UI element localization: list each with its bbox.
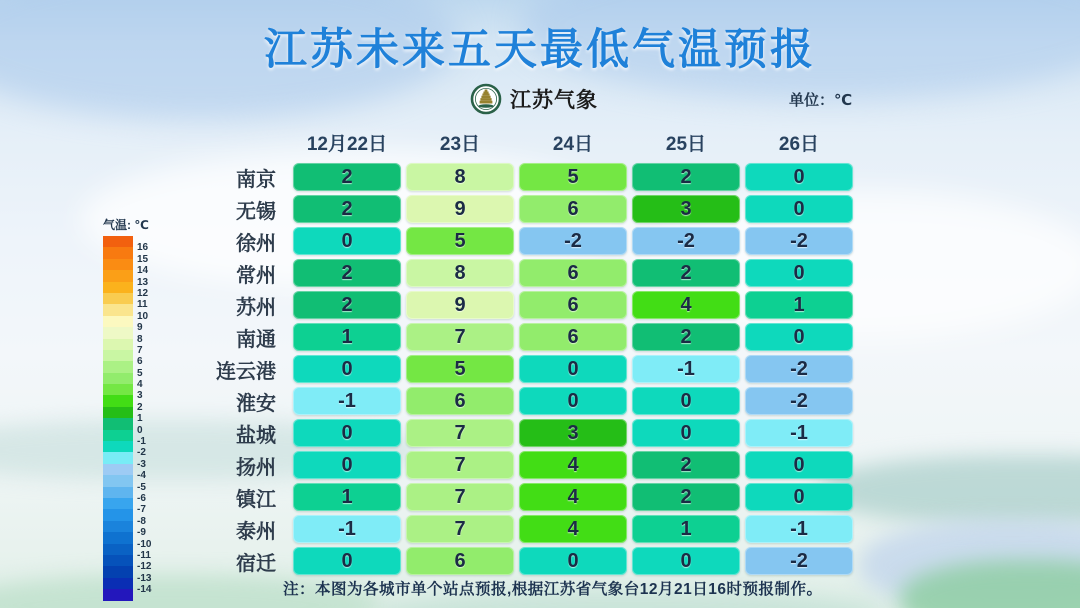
legend-color-scale: [103, 236, 152, 601]
temperature-cell: 6: [406, 547, 514, 575]
legend-swatch: [103, 452, 146, 470]
temperature-cell: 1: [745, 291, 853, 319]
temperature-cell: 6: [519, 291, 627, 319]
date-column-header: 25日: [665, 133, 707, 155]
temperature-cell: 0: [745, 323, 853, 351]
brand-name: 江苏气象: [510, 89, 598, 112]
legend-tick-label: -5: [137, 481, 146, 493]
legend-tick-label: -1: [137, 436, 146, 448]
temperature-cell: 7: [406, 483, 514, 511]
legend-tick-label: 7: [137, 344, 143, 356]
legend-tick-label: 10: [137, 310, 149, 322]
legend-tick-label: -4: [137, 470, 146, 482]
page-title: 江苏未来五天最低气温预报: [264, 26, 816, 74]
temperature-cell: 5: [406, 355, 514, 383]
legend-tick-label: -12: [137, 561, 152, 573]
legend-swatch: [103, 395, 143, 413]
temperature-cell: 0: [745, 451, 853, 479]
temperature-cell: 6: [519, 259, 627, 287]
city-row-label: 连云港: [216, 360, 276, 383]
legend-swatch: [103, 418, 143, 436]
temperature-cell: 0: [293, 419, 401, 447]
temperature-cell: 1: [632, 515, 740, 543]
legend-tick-label: 14: [137, 265, 149, 277]
temperature-cell: 4: [519, 515, 627, 543]
temperature-cell: 6: [519, 323, 627, 351]
legend-swatch: [103, 339, 143, 356]
forecast-table: [185, 131, 853, 575]
legend-tick-label: -8: [137, 515, 146, 527]
temperature-cell: 3: [632, 195, 740, 223]
legend-tick-label: 8: [137, 333, 143, 345]
legend-tick-label: 0: [137, 424, 143, 436]
legend-tick-label: -9: [137, 527, 146, 539]
legend-swatch: [103, 589, 133, 600]
temperature-cell: 7: [406, 515, 514, 543]
legend-tick-label: 16: [137, 242, 149, 254]
temperature-cell: 7: [406, 323, 514, 351]
temperature-cell: 5: [406, 227, 514, 255]
temperature-cell: 4: [519, 483, 627, 511]
temperature-cell: 0: [632, 547, 740, 575]
temperature-cell: 2: [632, 451, 740, 479]
footnote: 注：本图为各城市单个站点预报,根据江苏省气象台12月21日16时预报制作。: [283, 581, 823, 598]
temperature-cell: 0: [745, 259, 853, 287]
city-row-label: 泰州: [236, 520, 276, 543]
legend-swatch: [103, 293, 148, 311]
city-row-label: 徐州: [236, 232, 276, 255]
legend-swatch: [103, 327, 143, 345]
temperature-cell: 0: [293, 547, 401, 575]
city-row-label: 镇江: [236, 488, 276, 511]
city-row-label: 南京: [236, 168, 276, 191]
legend-swatch: [103, 487, 146, 504]
temperature-cell: 0: [293, 355, 401, 383]
legend-swatch: [103, 316, 143, 334]
temperature-cell: 0: [519, 387, 627, 415]
temperature-cell: -2: [632, 227, 740, 255]
temperature-cell: 2: [293, 163, 401, 191]
legend-swatch: [103, 350, 143, 368]
temperature-cell: 2: [293, 291, 401, 319]
legend-tick-label: 15: [137, 253, 149, 265]
city-row-label: 扬州: [236, 456, 276, 479]
mountain-shape: [820, 455, 1080, 525]
unit-label: 单位：℃: [789, 92, 853, 109]
legend-tick-label: -6: [137, 492, 146, 504]
temperature-cell: 2: [293, 259, 401, 287]
temperature-cell: -1: [745, 419, 853, 447]
legend-swatch: [103, 407, 143, 425]
legend-tick-label: 12: [137, 287, 149, 299]
temperature-cell: 4: [632, 291, 740, 319]
temperature-cell: -2: [745, 547, 853, 575]
date-column-header: 26日: [778, 133, 820, 155]
legend-tick-label: 4: [137, 379, 143, 391]
temperature-cell: 6: [406, 387, 514, 415]
temperature-cell: 2: [632, 323, 740, 351]
temperature-cell: 0: [745, 163, 853, 191]
legend-tick-label: -13: [137, 572, 152, 584]
temperature-cell: 0: [293, 451, 401, 479]
temperature-cell: -2: [745, 387, 853, 415]
temperature-cell: 9: [406, 195, 514, 223]
temperature-cell: 0: [519, 547, 627, 575]
legend-swatch: [103, 532, 152, 550]
legend-swatch: [103, 464, 146, 482]
city-row-label: 苏州: [236, 296, 276, 319]
legend-tick-label: 1: [137, 413, 143, 425]
temperature-cell: 7: [406, 451, 514, 479]
temperature-cell: -1: [745, 515, 853, 543]
date-column-header: 24日: [552, 133, 594, 155]
legend-swatch: [103, 361, 143, 379]
temperature-cell: 3: [519, 419, 627, 447]
temperature-cell: 8: [406, 259, 514, 287]
temperature-cell: 0: [745, 483, 853, 511]
legend-swatch: [103, 521, 146, 539]
temperature-cell: 2: [632, 163, 740, 191]
city-row-label: 南通: [236, 328, 276, 351]
legend-tick-label: -2: [137, 447, 146, 459]
temperature-cell: -1: [632, 355, 740, 383]
legend-tick-label: -7: [137, 504, 146, 516]
temperature-cell: 1: [293, 483, 401, 511]
date-column-header: 23日: [439, 133, 481, 155]
temperature-cell: 5: [519, 163, 627, 191]
date-column-header: 12月22日: [306, 133, 388, 155]
temperature-cell: -1: [293, 387, 401, 415]
city-row-label: 淮安: [236, 392, 276, 415]
temperature-cell: 7: [406, 419, 514, 447]
temperature-cell: 4: [519, 451, 627, 479]
temperature-cell: -2: [745, 355, 853, 383]
legend-swatch: [103, 384, 143, 402]
city-row-label: 无锡: [236, 200, 276, 223]
temperature-cell: -2: [745, 227, 853, 255]
legend-tick-label: 11: [137, 299, 148, 311]
legend-tick-label: -14: [137, 584, 152, 596]
temperature-cell: 1: [293, 323, 401, 351]
temperature-cell: 6: [519, 195, 627, 223]
legend-tick-label: 5: [137, 367, 143, 379]
table-corner-spacer: [185, 131, 288, 159]
temperature-cell: 2: [632, 259, 740, 287]
temperature-cell: 0: [632, 419, 740, 447]
legend-tick-label: -11: [137, 549, 151, 561]
temperature-cell: 2: [632, 483, 740, 511]
legend-swatch: [103, 544, 151, 561]
temperature-cell: -2: [519, 227, 627, 255]
temperature-cell: 0: [519, 355, 627, 383]
city-row-label: 常州: [236, 264, 276, 287]
legend-swatch: [103, 475, 146, 493]
legend-swatch: [103, 509, 146, 527]
temperature-cell: 0: [745, 195, 853, 223]
temperature-cell: 8: [406, 163, 514, 191]
city-row-label: 宿迁: [236, 552, 276, 575]
legend-tick-label: 6: [137, 356, 143, 368]
legend-tick-label: 13: [137, 276, 149, 288]
legend-swatch: [103, 430, 146, 448]
temperature-cell: 9: [406, 291, 514, 319]
legend-tick-label: 9: [137, 322, 143, 334]
legend-swatch: [103, 441, 146, 459]
legend-title: 气温: ℃: [103, 218, 149, 232]
legend-swatch: [103, 236, 149, 254]
city-row-label: 盐城: [236, 424, 276, 447]
temperature-cell: -1: [293, 515, 401, 543]
legend-tick-label: -3: [137, 458, 146, 470]
legend-swatch: [103, 498, 146, 516]
legend-tick-label: 3: [137, 390, 143, 402]
temperature-cell: 2: [293, 195, 401, 223]
legend-tick-label: 2: [137, 401, 143, 413]
temperature-cell: 0: [293, 227, 401, 255]
legend-tick-label: -10: [137, 538, 152, 550]
temperature-cell: 0: [632, 387, 740, 415]
brand-row: [0, 83, 1074, 115]
jiangsu-meteorology-emblem-icon: [470, 83, 502, 115]
temperature-color-legend: [103, 216, 152, 601]
legend-swatch: [103, 373, 143, 391]
